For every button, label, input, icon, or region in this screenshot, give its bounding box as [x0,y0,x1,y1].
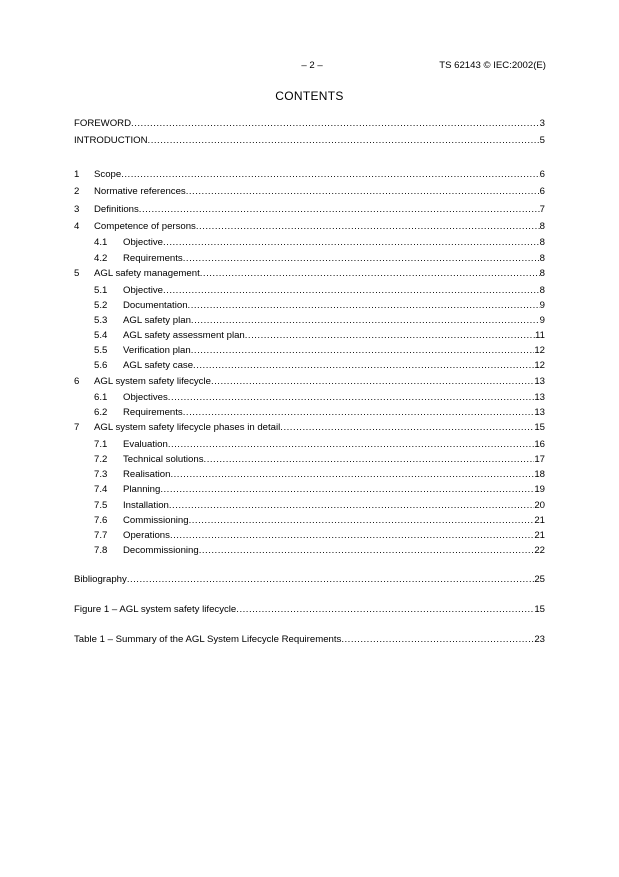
toc-page: 20 [534,500,545,511]
toc-label: Installation [123,500,169,511]
toc-number: 5.4 [94,330,108,341]
dot-leader [127,573,535,586]
toc-entry[interactable] [74,344,545,357]
toc-number: 4.1 [94,237,108,248]
page-number: – 2 – [301,60,323,71]
toc-number: 7 [74,422,80,433]
toc-number: 6.2 [94,407,108,418]
dot-leader [188,299,540,312]
toc-entry[interactable] [74,544,545,557]
dot-leader [160,483,534,496]
toc-label: FOREWORD [74,118,132,129]
dot-leader [170,529,534,542]
toc-entry[interactable] [74,529,545,542]
toc-label: Table 1 – Summary of the AGL System Lifecycle Requirements [74,634,342,645]
toc-entry[interactable] [74,117,545,130]
toc-number: 7.8 [94,545,108,556]
toc-entry[interactable] [74,483,545,496]
toc-label: AGL system safety lifecycle phases in detail [94,422,281,433]
toc-label: Definitions [94,204,139,215]
toc-page: 7 [539,204,545,215]
toc-label: Evaluation [123,439,168,450]
toc-number: 6.1 [94,392,108,403]
dot-leader [169,499,534,512]
dot-leader [204,453,535,466]
toc-page: 6 [539,186,545,197]
toc-label: AGL system safety lifecycle [94,376,211,387]
toc-page: 13 [534,392,545,403]
toc-entry[interactable] [74,314,545,327]
dot-leader [196,220,540,233]
toc-number: 4 [74,221,80,232]
toc-page: 11 [535,330,545,341]
dot-leader [139,203,540,216]
toc-page: 12 [534,360,545,371]
toc-page: 6 [539,169,545,180]
toc-label: Figure 1 – AGL system safety lifecycle [74,604,237,615]
toc-entry[interactable] [74,329,545,342]
toc-number: 5.3 [94,315,108,326]
page-title: CONTENTS [275,89,344,103]
toc-entry[interactable] [74,391,545,404]
dot-leader [163,284,540,297]
toc-page: 8 [539,268,545,279]
toc-page: 19 [534,484,545,495]
toc-number: 4.2 [94,253,108,264]
toc-page: 9 [539,300,545,311]
dot-leader [199,544,535,557]
toc-entry[interactable] [74,168,545,181]
toc-label: Operations [123,530,170,541]
dot-leader [245,329,535,342]
toc-page: 8 [539,237,545,248]
dot-leader [183,252,540,265]
dot-leader [168,438,535,451]
toc-number: 5 [74,268,80,279]
toc-page: 17 [534,454,545,465]
toc-page: 15 [534,604,545,615]
dot-leader [280,421,534,434]
toc-entry[interactable] [74,252,545,265]
toc-label: Commissioning [123,515,189,526]
dot-leader [236,603,534,616]
toc-entry[interactable] [74,359,545,372]
toc-entry[interactable] [74,633,545,646]
toc-page: 22 [534,545,545,556]
toc-page: 18 [534,469,545,480]
toc-label: Competence of persons [94,221,196,232]
toc-page: 21 [534,530,545,541]
toc-label: Requirements [123,407,183,418]
toc-entry[interactable] [74,203,545,216]
toc-page: 9 [539,315,545,326]
toc-entry[interactable] [74,220,545,233]
toc-number: 5.1 [94,285,108,296]
dot-leader [341,633,534,646]
dot-leader [211,375,534,388]
toc-label: Normative references [94,186,186,197]
toc-page: 8 [539,253,545,264]
toc-page: 8 [539,221,545,232]
toc-entry[interactable] [74,236,545,249]
toc-entry[interactable] [74,514,545,527]
toc-entry[interactable] [74,468,545,481]
toc-number: 7.7 [94,530,108,541]
toc-entry[interactable] [74,573,545,586]
dot-leader [191,344,535,357]
toc-label: Objective [123,237,163,248]
dot-leader [148,134,540,147]
toc-entry[interactable] [74,134,545,147]
toc-page: 8 [539,285,545,296]
toc-page: 12 [534,345,545,356]
toc-number: 7.4 [94,484,108,495]
toc-number: 7.6 [94,515,108,526]
document-reference: TS 62143 © IEC:2002(E) [439,60,546,71]
toc-number: 5.5 [94,345,108,356]
dot-leader [168,391,535,404]
toc-entry[interactable] [74,499,545,512]
toc-entry[interactable] [74,603,545,616]
toc-number: 1 [74,169,80,180]
toc-page: 25 [534,574,545,585]
toc-number: 7.3 [94,469,108,480]
toc-number: 7.1 [94,439,108,450]
toc-label: AGL safety assessment plan [123,330,245,341]
toc-label: Planning [123,484,161,495]
toc-label: Requirements [123,253,183,264]
toc-label: Documentation [123,300,188,311]
toc-label: Realisation [123,469,171,480]
toc-number: 2 [74,186,80,197]
toc-label: AGL safety plan [123,315,191,326]
dot-leader [163,236,540,249]
dot-leader [193,359,534,372]
dot-leader [121,168,539,181]
toc-number: 3 [74,204,80,215]
toc-number: 5.6 [94,360,108,371]
toc-entry[interactable] [74,185,545,198]
toc-entry[interactable] [74,284,545,297]
toc-page: 16 [534,439,545,450]
toc-page: 23 [534,634,545,645]
dot-leader [183,406,535,419]
toc-label: Bibliography [74,574,127,585]
toc-page: 3 [539,118,545,129]
toc-label: Objective [123,285,163,296]
toc-label: INTRODUCTION [74,135,148,146]
toc-label: Decommissioning [123,545,199,556]
toc-label: Scope [94,169,122,180]
toc-entry[interactable] [74,406,545,419]
toc-page: 5 [539,135,545,146]
toc-label: AGL safety management [94,268,200,279]
toc-number: 6 [74,376,80,387]
toc-number: 5.2 [94,300,108,311]
toc-entry[interactable] [74,299,545,312]
toc-page: 13 [534,407,545,418]
toc-entry[interactable] [74,453,545,466]
toc-number: 7.2 [94,454,108,465]
dot-leader [189,514,535,527]
dot-leader [200,267,540,280]
dot-leader [170,468,534,481]
dot-leader [186,185,540,198]
toc-number: 7.5 [94,500,108,511]
toc-label: Technical solutions [123,454,204,465]
dot-leader [191,314,540,327]
toc-label: AGL safety case [123,360,194,371]
toc-entry[interactable] [74,438,545,451]
toc-page: 13 [534,376,545,387]
toc-entry[interactable] [74,375,545,388]
toc-entry[interactable] [74,267,545,280]
toc-label: Objectives [123,392,168,403]
dot-leader [131,117,540,130]
toc-entry[interactable] [74,421,545,434]
toc-page: 15 [534,422,545,433]
toc-page: 21 [534,515,545,526]
toc-label: Verification plan [123,345,191,356]
